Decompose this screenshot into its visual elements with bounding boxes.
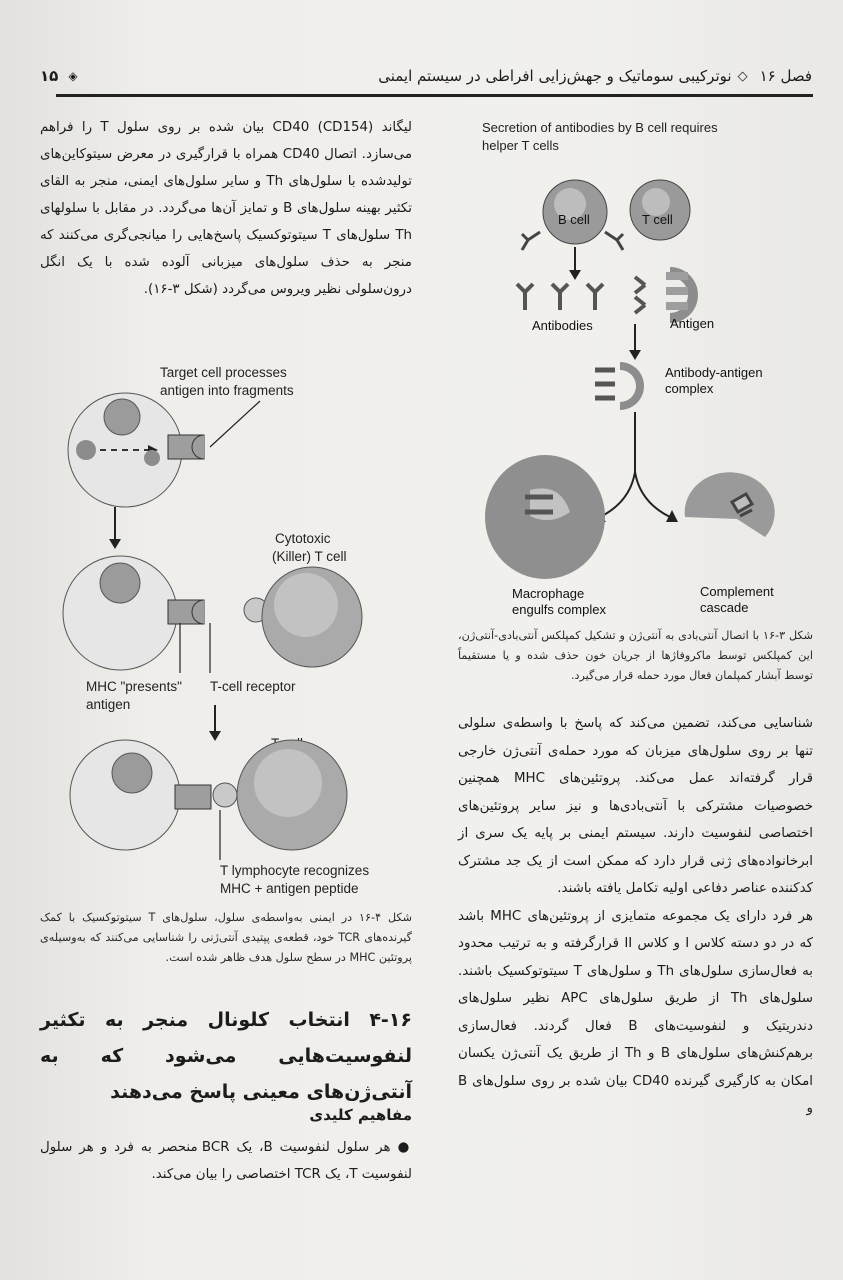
- top-paragraph: لیگاند CD40 (CD154) بیان شده بر روی سلول T را فراهم می‌سازد. اتصال CD40 همراه با قرارگیری در معرض سیتوکاین‌های تولیدشده با سلول‌های Th و سایر سلول‌های ایمنی، منجر به القای تکثیر بهینه سلول‌های B و تمایز آن‌ها می‌گردد. در مقابل با سلولهای Th سلول‌های T سیتوتوکسیک پاسخ‌هایی را میانجی‌گری می‌کنند که منجر به حذف سلول‌های میزبانی آلوده شده با یک انگل درون‌سلولی نظیر ویروس می‌گردد (شکل ۳-۱۶).: [40, 120, 413, 297]
- right-column-text: [458, 710, 813, 1123]
- target-cell-1: [68, 393, 204, 507]
- chapter-label: فصل ۱۶: [759, 67, 812, 85]
- fig2-mhc-2: antigen: [86, 697, 131, 712]
- macrophage: [485, 455, 606, 617]
- header-rule: [56, 94, 813, 97]
- fig2-cytotoxic-2: (Killer) T cell: [272, 549, 347, 564]
- t-cell: [630, 180, 690, 240]
- antigen-group: [635, 267, 714, 331]
- fig1-title-2: helper T cells: [482, 138, 559, 153]
- fig2-tcr: T-cell receptor: [210, 679, 296, 694]
- figure-16-3-caption: شکل ۳-۱۶ با اتصال آنتی‌بادی به آنتی‌ژن و تشکیل کمپلکس آنتی‌بادی-آنتی‌ژن، این کمپلکس توسط ماکروفاژها از جریان خون حذف شده و یا مستقیماً توسط آبشار کمپلمان فعال مورد حمله قرار می‌گیرد.: [458, 629, 813, 682]
- b-cell: [522, 180, 623, 250]
- t-cell-bound: [237, 740, 347, 850]
- fig2-mhc-1: MHC "presents": [86, 679, 182, 694]
- right-paragraph-2: هر فرد دارای یک مجموعه متمایزی از پروتئین‌های MHC باشد که در دو دسته کلاس I و کلاس II قرارگرفته و به ترتیب محدود به فعال‌سازی سلول‌های Th و سلول‌های T سیتوتوکسیک باشند. سلول‌های Th از طریق سلول‌های APC نظیر سلول‌های دندریتیک و لنفوسیت‌های B فعال گردند. فعال‌سازی برهم‌کنش‌های سلول‌های B و Th از طریق یک آنتی‌ژن یکسان امکان به کارگیری گیرنده CD40 بیان شده بر روی سلول‌های B و: [458, 908, 814, 1116]
- fig1-title-1: Secretion of antibodies by B cell requires: [482, 120, 718, 135]
- diamond-icon: ◇: [737, 68, 748, 84]
- right-paragraph-1: شناسایی می‌کند، تضمین می‌کند که پاسخ با واسطه‌ی سلولی تنها بر روی سلول‌های میزبان که مورد حمله‌ی آنتی‌ژن خارجی قرار گرفته‌اند عمل می‌کند. پروتئین‌های MHC همچنین خصوصیات مشترکی با آنتی‌بادی‌ها و نیز سایر پروتئین‌های اختصاصی لنفوسیت دارند. سیستم ایمنی بر پایه یک سری از ابرخانواده‌های ژنی قرار دارد که ممکن است از یک جد مشترک کدکننده عناصر دفاعی اولیه تکامل یافته باشند.: [458, 716, 814, 896]
- figure-antibody-secretion: [470, 112, 800, 622]
- section-heading: ۴-۱۶ انتخاب کلونال منجر به تکثیر لنفوسیت‌هایی می‌شود که به آنتی‌ژن‌های معینی پاسخ می‌دهند: [40, 1009, 412, 1103]
- chapter-title: نوترکیبی سوماتیک و جهش‌زایی افراطی در سیستم ایمنی: [378, 67, 732, 85]
- macrophage-label-1: Macrophage: [512, 586, 585, 601]
- complex-label-2: complex: [665, 381, 714, 396]
- diamond-bullet-icon: ◈: [68, 69, 78, 83]
- fig2-step1-2: antigen into fragments: [160, 383, 294, 398]
- fig2-recog-2: MHC + antigen peptide: [220, 881, 359, 896]
- complement: [685, 472, 775, 615]
- figure-cell-mediated-immunity: [60, 355, 410, 900]
- macrophage-label-2: engulfs complex: [512, 602, 606, 617]
- b-cell-label: B cell: [558, 212, 590, 227]
- key-concept-bullet: [40, 1134, 412, 1188]
- target-cell-2: [63, 556, 268, 670]
- running-header: [40, 62, 812, 90]
- antibodies-label: Antibodies: [532, 318, 593, 333]
- cytotoxic-t-cell: [262, 567, 362, 667]
- page-number: ۱۵: [40, 67, 59, 85]
- fig2-step1-1: Target cell processes: [160, 365, 287, 380]
- fig2-recog-1: T lymphocyte recognizes: [220, 863, 370, 878]
- antigen-label: Antigen: [670, 316, 715, 331]
- complex-label-1: Antibody-antigen: [665, 365, 763, 380]
- antibody-antigen-complex: [595, 362, 763, 410]
- antibodies-group: [517, 284, 603, 333]
- figure-16-4-caption: شکل ۴-۱۶ در ایمنی به‌واسطه‌ی سلول، سلول‌های T سیتوتوکسیک با کمک گیرنده‌های TCR خود، قطعه‌ی پپتیدی آنتی‌ژنی را شناسایی می‌کنند که به‌وسیله‌ی پروتئین MHC در سطح سلول هدف ظاهر شده است.: [40, 911, 412, 964]
- key-concepts-heading: مفاهیم کلیدی: [309, 1106, 412, 1124]
- t-cell-label: T cell: [642, 212, 673, 227]
- complement-label-1: Complement: [700, 584, 774, 599]
- complement-label-2: cascade: [700, 600, 749, 615]
- bullet-text: هر سلول لنفوسیت B، یک BCR منحصر به فرد و هر سلول لنفوسیت T، یک TCR اختصاصی را بیان می‌کند.: [40, 1140, 412, 1182]
- target-cell-3: [70, 740, 237, 850]
- fig2-cytotoxic-1: Cytotoxic: [275, 531, 331, 546]
- bullet-dot-icon: ●: [390, 1140, 412, 1155]
